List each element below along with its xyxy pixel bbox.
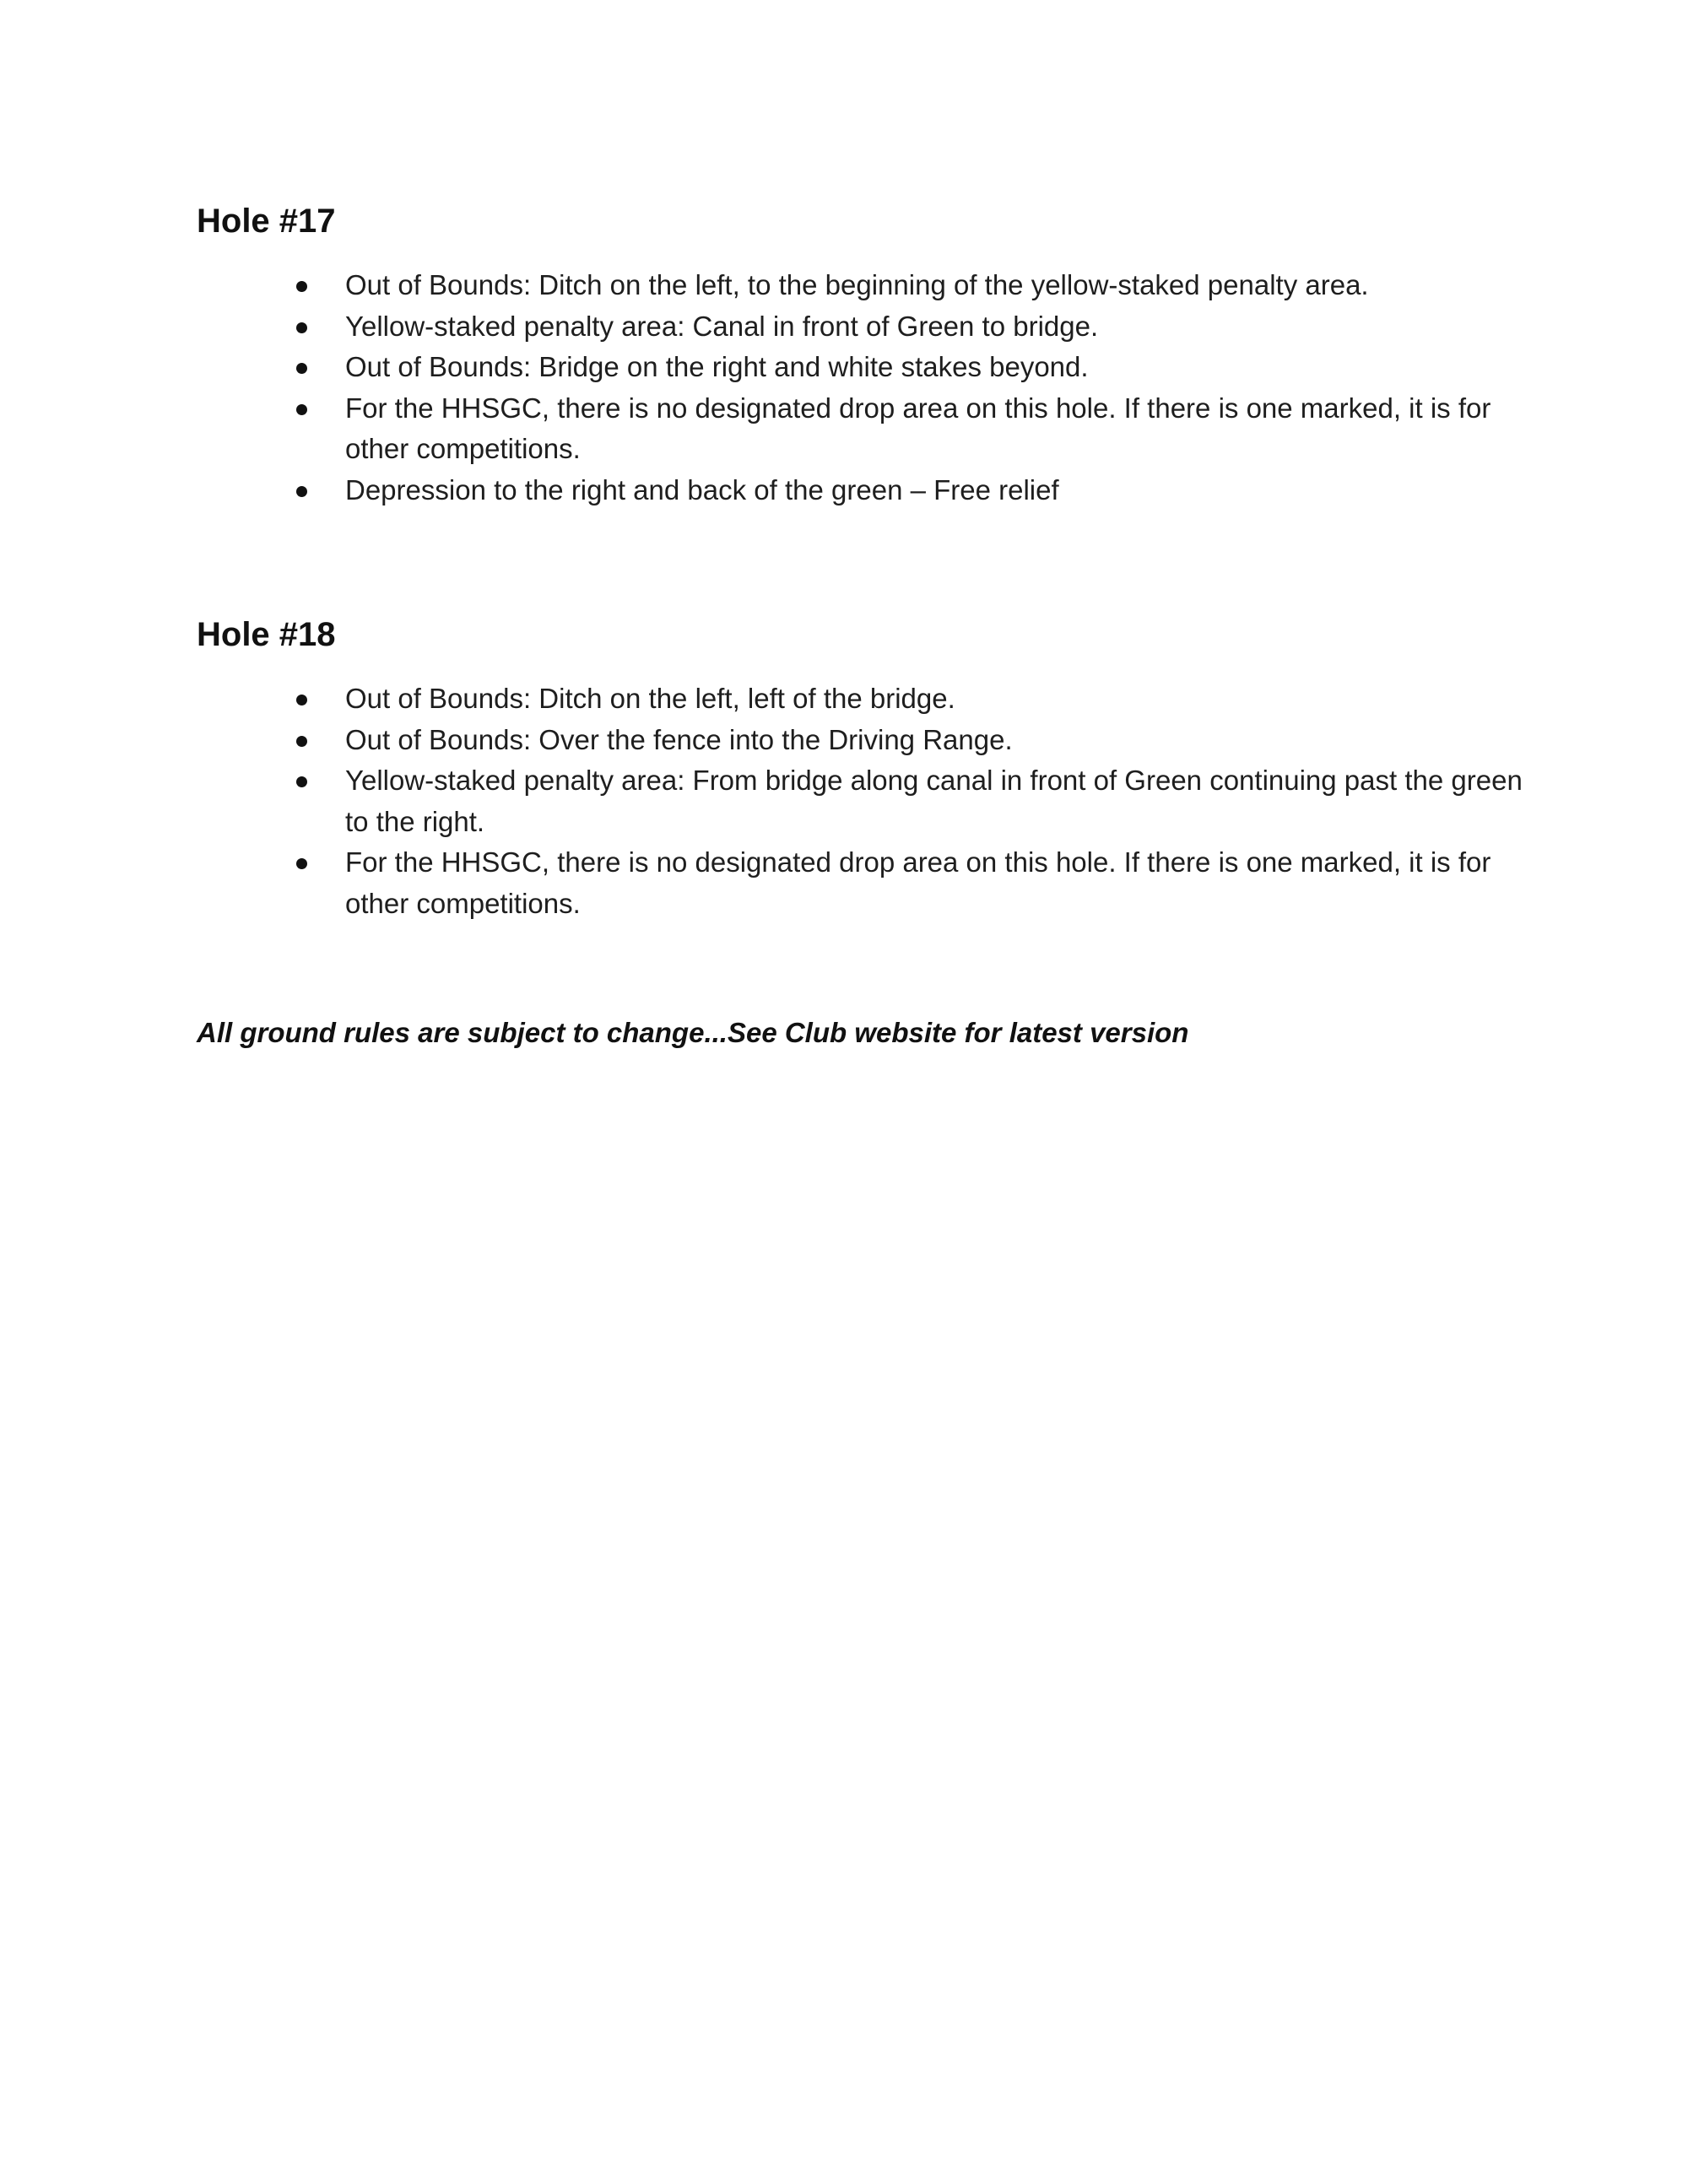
hole-18-heading: Hole #18 — [197, 616, 336, 653]
list-item — [197, 842, 1527, 924]
list-item — [197, 470, 1527, 511]
bullet-icon — [296, 322, 307, 333]
list-item — [197, 388, 1527, 470]
list-item — [197, 265, 1527, 306]
bullet-icon — [296, 404, 307, 415]
hole-17-rule-list — [197, 265, 1513, 511]
bullet-icon — [296, 695, 307, 705]
bullet-icon — [296, 281, 307, 292]
list-item — [197, 306, 1527, 348]
rule-text: Out of Bounds: Ditch on the left, to the beginning of the yellow-staked penalty area. — [345, 269, 1369, 300]
bullet-icon — [296, 776, 307, 787]
rule-text: Yellow-staked penalty area: Canal in front of Green to bridge. — [345, 310, 1099, 342]
list-item — [197, 720, 1527, 761]
hole-17-heading: Hole #17 — [197, 203, 336, 240]
hole-18-section — [197, 609, 1523, 924]
rule-text: Yellow-staked penalty area: From bridge along canal in front of Green continuing past the green to the right. — [345, 765, 1523, 837]
rule-text: For the HHSGC, there is no designated drop area on this hole. If there is one marked, it is for other competitions. — [345, 846, 1491, 919]
rule-text: Out of Bounds: Ditch on the left, left of the bridge. — [345, 683, 955, 714]
rule-text: Out of Bounds: Over the fence into the Driving Range. — [345, 723, 1013, 755]
footer-disclaimer: All ground rules are subject to change...See Club website for latest version — [197, 1017, 1189, 1048]
hole-18-rule-list — [197, 678, 1523, 924]
bullet-icon — [296, 486, 307, 497]
list-item — [197, 760, 1527, 842]
rule-text: Out of Bounds: Bridge on the right and white stakes beyond. — [345, 351, 1089, 382]
hole-17-section — [197, 196, 1513, 511]
bullet-icon — [296, 363, 307, 374]
rule-text: Depression to the right and back of the green – Free relief — [345, 473, 1059, 505]
list-item — [197, 678, 1527, 720]
bullet-icon — [296, 736, 307, 747]
list-item — [197, 347, 1527, 388]
rule-text: For the HHSGC, there is no designated drop area on this hole. If there is one marked, it is for other competitions. — [345, 392, 1491, 464]
bullet-icon — [296, 858, 307, 869]
